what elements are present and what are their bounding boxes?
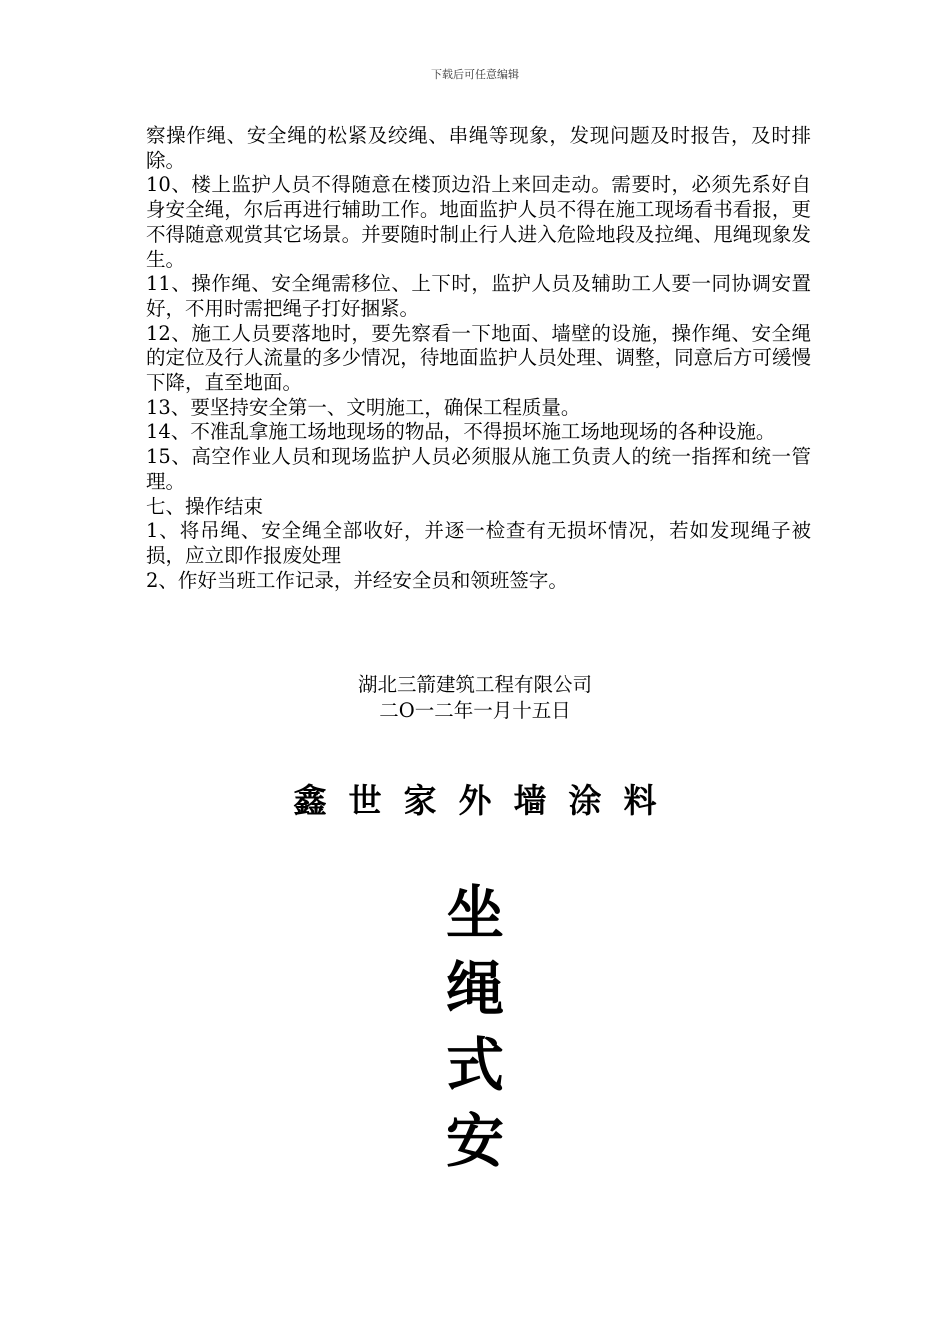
paragraph: 11、操作绳、安全绳需移位、上下时，监护人员及辅助工人要一同协调安置好，不用时需把绳子打好捆紧。 [146, 272, 811, 320]
cover-char: 式 [445, 1031, 504, 1099]
paragraph: 13、要坚持安全第一、文明施工，确保工程质量。 [146, 395, 581, 419]
section-heading: 七、操作结束 [146, 494, 264, 518]
cover-vertical-title [0, 875, 950, 1179]
paragraph: 15、高空作业人员和现场监护人员必须服从施工负责人的统一指挥和统一管理。 [146, 445, 811, 493]
paragraph: 10、楼上监护人员不得随意在楼顶边沿上来回走动。需要时，必须先系好自身安全绳，尔后再进行辅助工作。地面监护人员不得在施工现场看书看报，更不得随意观赏其它场景。并要随时制止行人进入危险地段及拉绳、甩绳现象发生。 [146, 173, 811, 271]
cover-title: 鑫世家外墙涂料 [293, 781, 679, 820]
paragraph: 12、施工人员要落地时，要先察看一下地面、墙壁的设施，操作绳、安全绳的定位及行人流量的多少情况，待地面监护人员处理、调整，同意后方可缓慢下降，直至地面。 [146, 321, 811, 395]
cover-char: 安 [445, 1107, 504, 1175]
signature-date: 二O一二年一月十五日 [379, 699, 571, 722]
company-name: 湖北三箭建筑工程有限公司 [357, 673, 592, 696]
document-body [146, 124, 811, 593]
paragraph: 察操作绳、安全绳的松紧及绞绳、串绳等现象，发现问题及时报告，及时排除。 [146, 124, 811, 172]
paragraph: 2、作好当班工作记录，并经安全员和领班签字。 [146, 568, 568, 592]
signature-block [0, 672, 950, 724]
page-header-note: 下载后可任意编辑 [431, 68, 519, 81]
paragraph: 1、将吊绳、安全绳全部收好，并逐一检查有无损坏情况，若如发现绳子被损，应立即作报废处理 [146, 519, 811, 567]
paragraph: 14、不准乱拿施工场地现场的物品，不得损坏施工场地现场的各种设施。 [146, 420, 776, 444]
cover-char: 绳 [445, 955, 504, 1023]
cover-char: 坐 [445, 879, 504, 947]
